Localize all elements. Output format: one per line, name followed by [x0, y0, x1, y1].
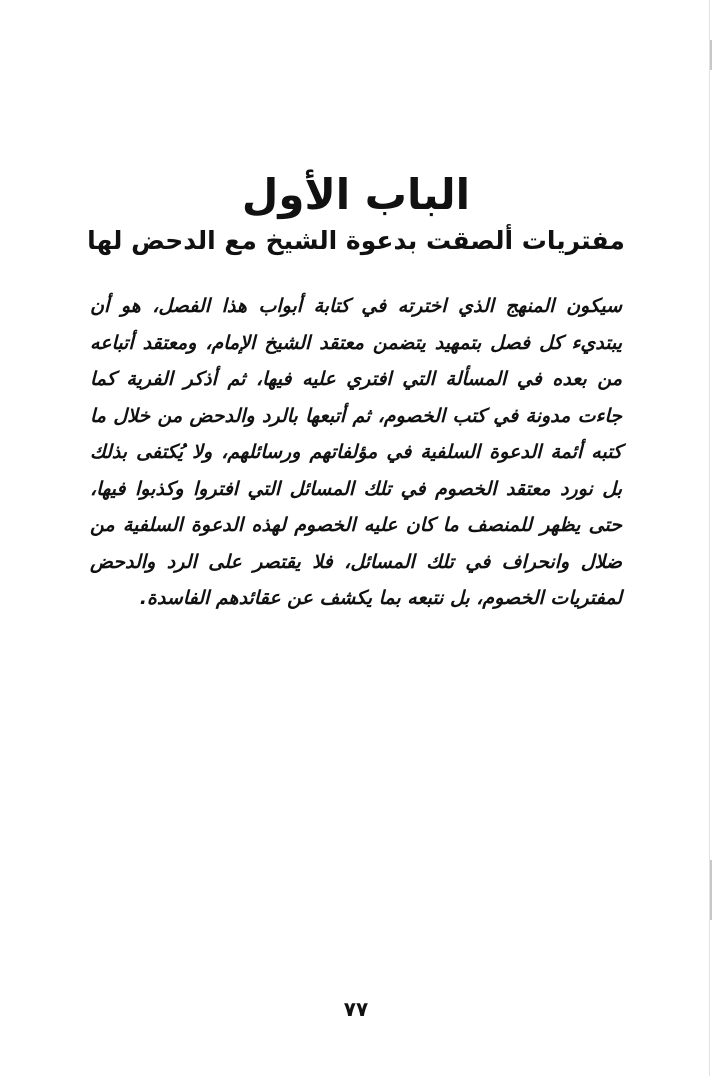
- chapter-subtitle: مفتريات ألصقت بدعوة الشيخ مع الدحض لها: [87, 226, 625, 255]
- page-number: ٧٧: [343, 997, 369, 1021]
- body-paragraph: سيكون المنهج الذي اخترته في كتابة أبواب هذا الفصل، هو أن يبتديء كل فصل بتمهيد يتضمن معتقد الشيخ الإمام، ومعتقد أتباعه من بعده في المسألة التي افتري عليه فيها، ثم أذكر الفرية كما جاءت مدونة في كتب الخصوم، ثم أتبعها بالرد والدحض من خلال ما كتبه أئمة الدعوة السلفية في مؤلفاتهم ورسائلهم، ولا يُكتفى بذلك بل نورد معتقد الخصوم في تلك المسائل التي افتروا وكذبوا فيها، حتى يظهر للمنصف ما كان عليه الخصوم لهذه الدعوة السلفية من ضلال وانحراف في تلك المسائل، فلا يقتصر على الرد والدحض لمفتريات الخصوم، بل نتبعه بما يكشف عن عقائدهم الفاسدة.: [90, 295, 622, 609]
- chapter-title: الباب الأول: [241, 170, 471, 219]
